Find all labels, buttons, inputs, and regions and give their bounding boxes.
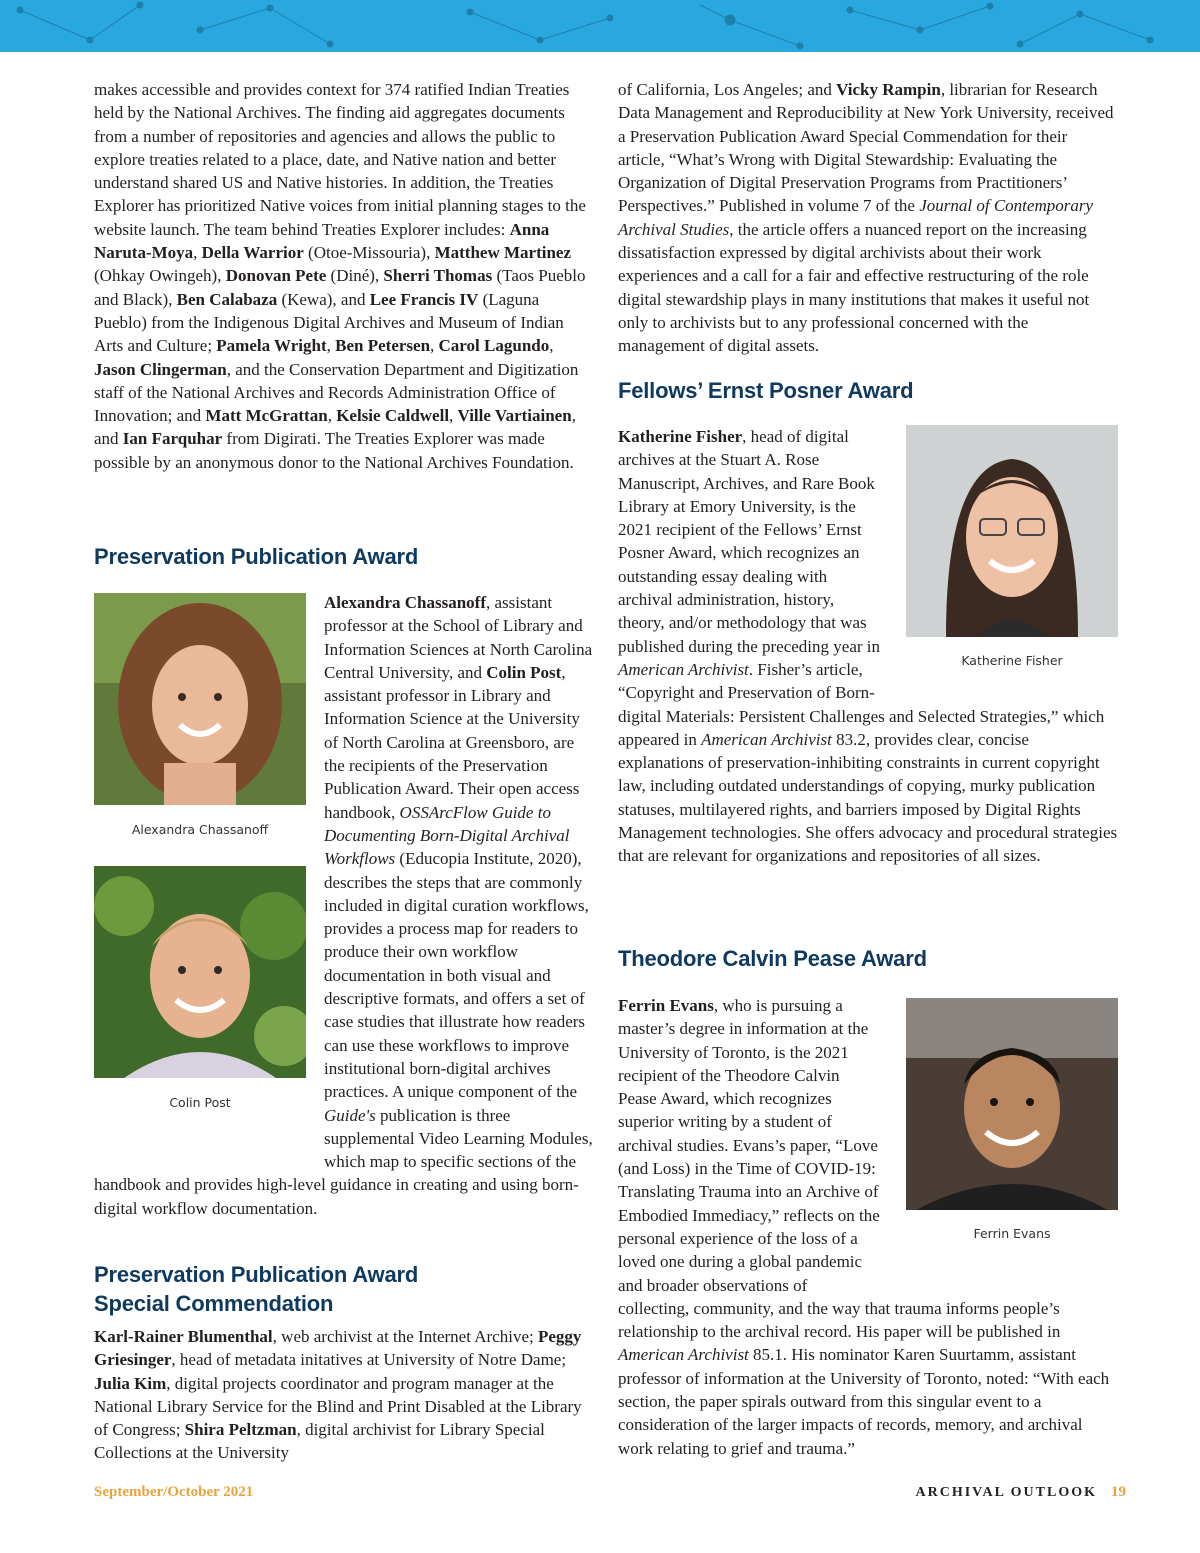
heading-special-line-2: Special Commendation (94, 1291, 334, 1316)
caption-alexandra-chassanoff: Alexandra Chassanoff (131, 822, 269, 837)
footer-issue-date: September/October 2021 (94, 1484, 254, 1500)
special-commendation-heading (94, 1260, 594, 1318)
treaties-paragraph: makes accessible and provides context for 374 ratified Indian Treaties held by the National Archives. The finding aid aggregates documents from a number of repositories and agencies and allows the public to explore treaties related to a place, date, and Native nation and better understand shared US and Native histories. In addition, the Treaties Explorer has prioritized Native voices from initial planning stages to the website launch. The team behind Treaties Explorer includes: Anna Naruta-Moya, Della Warrior (Otoe-Missouria), Matthew Martinez (Ohkay Owingeh), Donovan Pete (Diné), Sherri Thomas (Taos Pueblo and Black), Ben Calabaza (Kewa), and Lee Francis IV (Laguna Pueblo) from the Indigenous Digital Archives and Museum of Indian Arts and Culture; Pamela Wright, Ben Petersen, Carol Lagundo, Jason Clingerman, and the Conservation Department and Digitization staff of the National Archives and Records Administration Office of Innovation; and Matt McGrattan, Kelsie Caldwell, Ville Vartiainen, and Ian Farquhar from Digirati. The Treaties Explorer was made possible by an anonymous donor to the National Archives Foundation. (94, 80, 586, 472)
footer-publication (916, 1484, 1127, 1501)
special-paragraph: Karl-Rainer Blumenthal, web archivist at the Internet Archive; Peggy Griesinger, head of metadata initatives at University of Notre Dame; Julia Kim, digital projects coordinator and program manager at the National Library Service for the Blind and Print Disabled at the Library of Congress; Shira Peltzman, digital archivist for Library Special Collections at the University (94, 1327, 582, 1463)
photo-float-spacer (880, 425, 1118, 703)
photo-float-spacer (880, 994, 1118, 1274)
caption-colin-post: Colin Post (169, 1095, 231, 1110)
network-pattern-graphic (0, 0, 1200, 52)
footer-page-number: 19 (1111, 1484, 1126, 1500)
heading-special-line-1: Preservation Publication Award (94, 1262, 419, 1287)
posner-paragraph: Katherine Fisher, head of digital archives at the Stuart A. Rose Manuscript, Archives, and Rare Book Library at Emory University, is the 2021 recipient of the Fellows’ Ernst Posner Award, which recognizes an outstanding essay dealing with archival administration, history, theory, and/or methodology that was published during the preceding year in American Archivist. Fisher’s article, “Copyright and Preservation of Born-digital Materials: Persistent Challenges and Selected Strategies,” which appeared in American Archivist 83.2, provides clear, concise explanations of preservation-inhibiting constraints in current copyright law, including outdated understandings of copying, murky publication statuses, multilayered rights, and barriers imposed by Digital Rights Management technologies. She offers advocacy and procedural strategies that are relevant for organizations and repositories of all sizes. (618, 427, 1118, 866)
heading-pease-award: Theodore Calvin Pease Award (618, 946, 927, 971)
special-continued-paragraph: of California, Los Angeles; and Vicky Rampin, librarian for Research Data Management and Reproducibility at New York University, received a Preservation Publication Award Special Commendation for their article, “What’s Wrong with Digital Stewardship: Evaluating the Organization of Digital Preservation Programs from Practitioners’ Perspectives.” Published in volume 7 of the Journal of Contemporary Archival Studies, the article offers a nuanced report on the increasing dissatisfaction expressed by digital archivists about their work experiences and a call for a fair and effective restructuring of the role digital stewardship plays in many institutions that makes it useful not only to archivists but to any professional concerned with the management of digital assets. (618, 80, 1114, 356)
special-commendation-body (94, 1325, 594, 1465)
caption-katherine-fisher: Katherine Fisher (961, 653, 1063, 668)
pease-paragraph: Ferrin Evans, who is pursuing a master’s degree in information at the University of Toronto, is the 2021 recipient of the Theodore Calvin Pease Award, which recognizes superior writing by a student of archival studies. Evans’s paper, “Love (and Loss) in the Time of COVID-19: Translating Trauma into an Archive of Embodied Immediacy,” reflects on the personal experience of the loss of a loved one during a global pandemic and broader observations of collecting, community, and the way that trauma informs people’s relationship to the archival record. His paper will be published in American Archivist 85.1. His nominator Karen Suurtamm, assistant professor of information at the University of Toronto, noted: “With each section, the paper spirals outward from this singular event to a consideration of the larger impacts of records, memory, and archival work relating to grief and trauma.” (618, 994, 1118, 1460)
photo-float-spacer (94, 591, 324, 1156)
pease-body (618, 994, 1118, 1460)
heading-posner-award: Fellows’ Ernst Posner Award (618, 378, 914, 403)
footer-publication-name: ARCHIVAL OUTLOOK (915, 1485, 1097, 1500)
left-column (94, 78, 594, 474)
right-column (618, 78, 1118, 358)
caption-ferrin-evans: Ferrin Evans (973, 1226, 1051, 1241)
posner-body (618, 425, 1118, 868)
header-banner (0, 0, 1200, 52)
heading-preservation-publication-award: Preservation Publication Award (94, 544, 419, 569)
ppa-body (94, 591, 594, 1220)
ppa-paragraph: Alexandra Chassanoff, assistant professor at the School of Library and Information Sciences at North Carolina Central University, and Colin Post, assistant professor in Library and Information Science at the University of North Carolina at Greensboro, are the recipients of the Preservation Publication Award. Their open access handbook, OSSArcFlow Guide to Documenting Born-Digital Archival Workflows (Educopia Institute, 2020), describes the steps that are commonly included in digital curation workflows, provides a process map for readers to produce their own workflow documentation in both visual and descriptive formats, and offers a set of case studies that illustrate how readers can use these workflows to improve institutional born-digital archives practices. A unique component of the Guide's publication is three supplemental Video Learning Modules, which map to specific sections of the handbook and provides high-level guidance in creating and using born-digital workflow documentation. (94, 593, 593, 1218)
